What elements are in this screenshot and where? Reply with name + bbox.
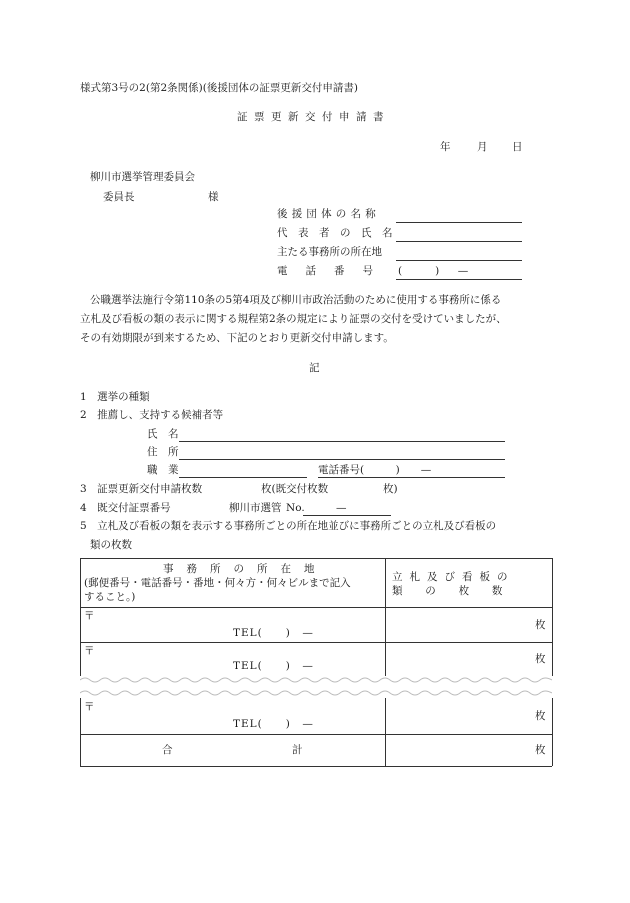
item-2-candidate: 2 推薦し、支持する候補者等 xyxy=(80,409,224,421)
total-label-1: 合 xyxy=(162,744,173,756)
table-head-address-title: 事務所の所在地 xyxy=(163,563,328,575)
item-3-unit-close: 枚) xyxy=(383,483,398,495)
candidate-address-label: 住 所 xyxy=(147,446,179,458)
phone-format: ( ) — xyxy=(398,265,473,277)
representative-name-field[interactable] xyxy=(396,241,522,242)
item-4-dash: — xyxy=(336,502,347,514)
item-4-cert-number: 4 既交付証票番号 xyxy=(80,502,171,514)
item-3-count: 3 証票更新交付申請枚数 xyxy=(80,483,203,495)
document-title: 証票更新交付申請書 xyxy=(237,111,390,123)
addressee-chair: 委員長 xyxy=(103,191,135,203)
phone-label: 電話番号 xyxy=(277,265,391,277)
table-head-count-1: 立札及び看板の xyxy=(392,571,515,583)
form-number: 様式第3号の2(第2条関係)(後援団体の証票更新交付申請書) xyxy=(80,82,358,94)
item-4-no: No. xyxy=(286,502,305,514)
table-break-upper xyxy=(80,674,552,686)
candidate-job-field[interactable] xyxy=(179,477,307,478)
phone-field[interactable] xyxy=(396,279,522,280)
ki-label: 記 xyxy=(309,362,320,374)
table-head-address-note-2: すること。) xyxy=(84,591,136,603)
candidate-address-field[interactable] xyxy=(179,459,505,460)
row1-tel: TEL( ) — xyxy=(233,627,314,639)
item-1-election-type: 1 選挙の種類 xyxy=(80,391,150,403)
office-address-field[interactable] xyxy=(396,260,522,261)
date-day-label: 日 xyxy=(512,141,523,153)
body-line-2: 立札及び看板の類の表示に関する規程第2条の規定により証票の交付を受けていましたが、 xyxy=(80,313,507,325)
row3-tel: TEL( ) — xyxy=(233,718,314,730)
candidate-name-field[interactable] xyxy=(179,441,505,442)
row1-postal-mark: 〒 xyxy=(84,610,95,622)
row3-unit: 枚 xyxy=(535,710,546,722)
row2-postal-mark: 〒 xyxy=(84,645,95,657)
addressee-honorific: 様 xyxy=(208,191,219,203)
candidate-phone-label: 電話番号( ) — xyxy=(318,464,432,476)
candidate-job-label: 職 業 xyxy=(147,464,179,476)
group-name-field[interactable] xyxy=(396,222,522,223)
total-label-2: 計 xyxy=(292,744,303,756)
candidate-name-label: 氏 名 xyxy=(147,428,179,440)
row2-unit: 枚 xyxy=(535,653,546,665)
item-3-unit: 枚(既交付枚数 xyxy=(261,483,329,495)
date-month-label: 月 xyxy=(477,141,488,153)
date-year-label: 年 xyxy=(440,141,451,153)
item-4-no-field[interactable] xyxy=(303,515,391,516)
table-head-address-note-1: (郵便番号・電話番号・番地・何々方・何々ビルまで記入 xyxy=(84,577,351,589)
item-4-city: 柳川市選管 xyxy=(229,502,282,514)
body-line-1: 公職選挙法施行令第110条の5第4項及び柳川市政治活動のために使用する事務所に係る xyxy=(90,294,502,306)
row2-tel: TEL( ) — xyxy=(233,660,314,672)
row1-unit: 枚 xyxy=(535,619,546,631)
total-unit: 枚 xyxy=(535,744,546,756)
item-5-line-2: 類の枚数 xyxy=(90,539,132,551)
office-address-label: 主たる事務所の所在地 xyxy=(277,246,382,258)
representative-name-label: 代表者の氏名 xyxy=(277,227,403,239)
table-break-lower xyxy=(80,687,552,699)
addressee-organization: 柳川市選挙管理委員会 xyxy=(90,171,195,183)
body-line-3: その有効期限が到来するため、下記のとおり更新交付申請します。 xyxy=(80,332,394,344)
group-name-label: 後援団体の名称 xyxy=(277,208,380,220)
candidate-phone-field[interactable] xyxy=(318,477,505,478)
table-head-count-2: 類 の 枚 数 xyxy=(392,585,503,597)
row3-postal-mark: 〒 xyxy=(84,701,95,713)
item-5-line-1: 5 立札及び看板の類を表示する事務所ごとの所在地並びに事務所ごとの立札及び看板の xyxy=(80,520,497,532)
